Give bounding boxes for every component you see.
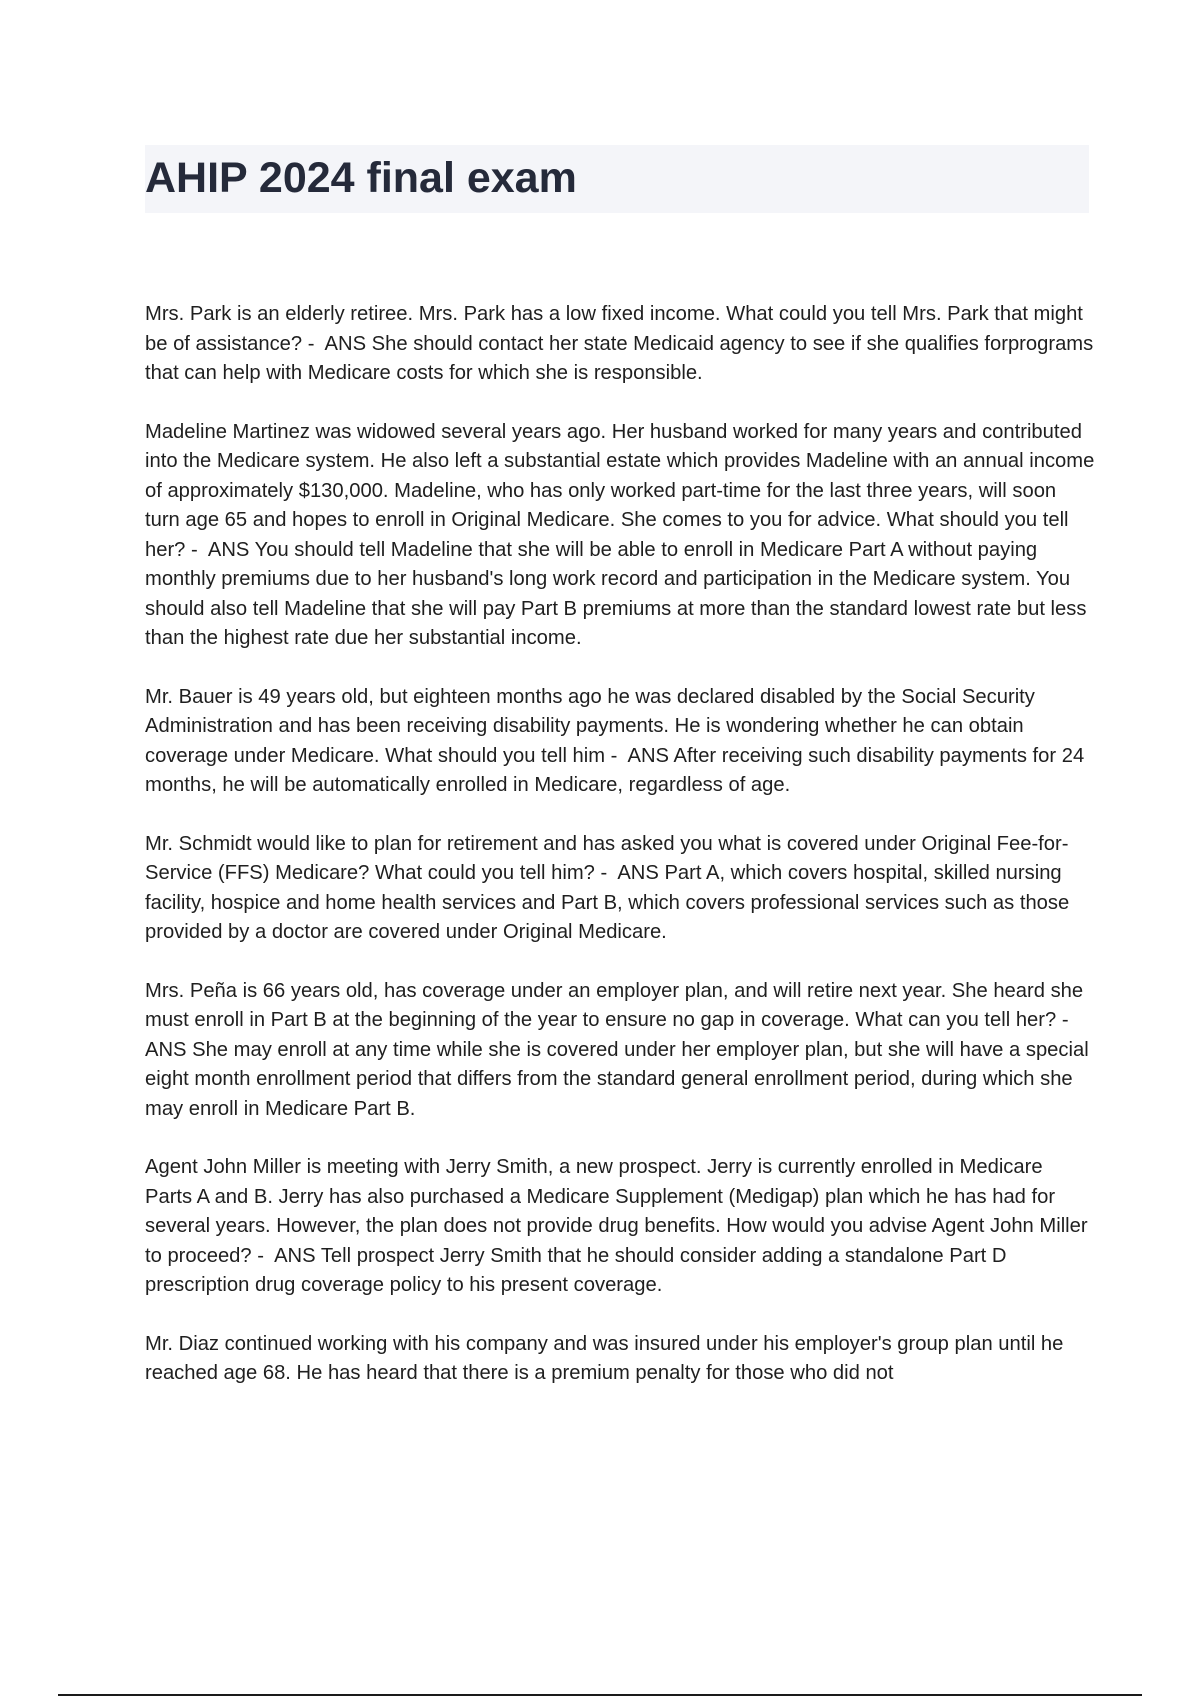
question-text: Agent John Miller is meeting with Jerry Smith, a new prospect. Jerry is currently enrolled in Medicare Parts A and B. Jerry has also purchased a Medicare Supplement (Medigap) plan which he has had for several years. However, the plan does not provide drug benefits. How would you advise Agent John Miller to proceed? -	[145, 1156, 1094, 1267]
question-text: Mrs. Peña is 66 years old, has coverage under an employer plan, and will retire next year. She heard she must enroll in Part B at the beginning of the year to ensure no gap in coverage. What can you tell her? -	[145, 979, 1089, 1031]
qa-item	[145, 1153, 1095, 1301]
qa-item	[145, 683, 1095, 801]
question-text: Mrs. Park is an elderly retiree. Mrs. Park has a low fixed income. What could you tell Mrs. Park that might be of assistance? -	[145, 303, 1089, 355]
qa-item	[145, 300, 1099, 389]
page-title: AHIP 2024 final exam	[145, 154, 577, 202]
question-text: Madeline Martinez was widowed several years ago. Her husband worked for many years and contributed into the Medicare system. He also left a substantial estate which provides Madeline with an annual income of approximately $130,000. Madeline, who has only worked part-time for the last three years, will soon turn age 65 and hopes to enroll in Original Medicare. She comes to you for advice. What should you tell her? -	[145, 420, 1100, 561]
qa-item	[145, 977, 1095, 1125]
question-text: Mr. Diaz continued working with his company and was insured under his employer's group plan until he reached age 68. He has heard that there is a premium penalty for those who did not	[145, 1332, 1069, 1384]
qa-item	[145, 1330, 1095, 1389]
answer-text: ANS She may enroll at any time while she is covered under her employer plan, but she will have a special eight month enrollment period that differs from the standard general enrollment period, during which she may enroll in Medicare Part B.	[145, 1009, 1095, 1120]
answer-text: ANS Tell prospect Jerry Smith that he should consider adding a standalone Part D prescription drug coverage policy to his present coverage.	[145, 1244, 1013, 1296]
qa-item	[145, 830, 1095, 948]
qa-item	[145, 418, 1100, 654]
answer-text: ANS She should contact her state Medicaid agency to see if she qualifies forprograms that can help with Medicare costs for which she is responsible.	[145, 332, 1099, 384]
qa-list	[145, 300, 1100, 1418]
answer-text: ANS Part A, which covers hospital, skilled nursing facility, hospice and home health services and Part B, which covers professional services such as those provided by a doctor are covered under Original Medicare.	[145, 862, 1075, 943]
question-text: Mr. Schmidt would like to plan for retirement and has asked you what is covered under Original Fee-for-Service (FFS) Medicare? What could you tell him? -	[145, 832, 1069, 884]
title-banner	[145, 145, 1089, 213]
question-text: Mr. Bauer is 49 years old, but eighteen months ago he was declared disabled by the Social Security Administration and has been receiving disability payments. He is wondering whether he can obtain coverage under Medicare. What should you tell him -	[145, 685, 1040, 767]
answer-text: ANS You should tell Madeline that she will be able to enroll in Medicare Part A without paying monthly premiums due to her husband's long work record and participation in the Medicare system. You should also tell Madeline that she will pay Part B premiums at more than the standard lowest rate but less than the highest rate due her substantial income.	[145, 538, 1093, 649]
footer-divider	[58, 1694, 1142, 1696]
answer-text: ANS After receiving such disability payments for 24 months, he will be automatically enrolled in Medicare, regardless of age.	[145, 744, 1090, 796]
